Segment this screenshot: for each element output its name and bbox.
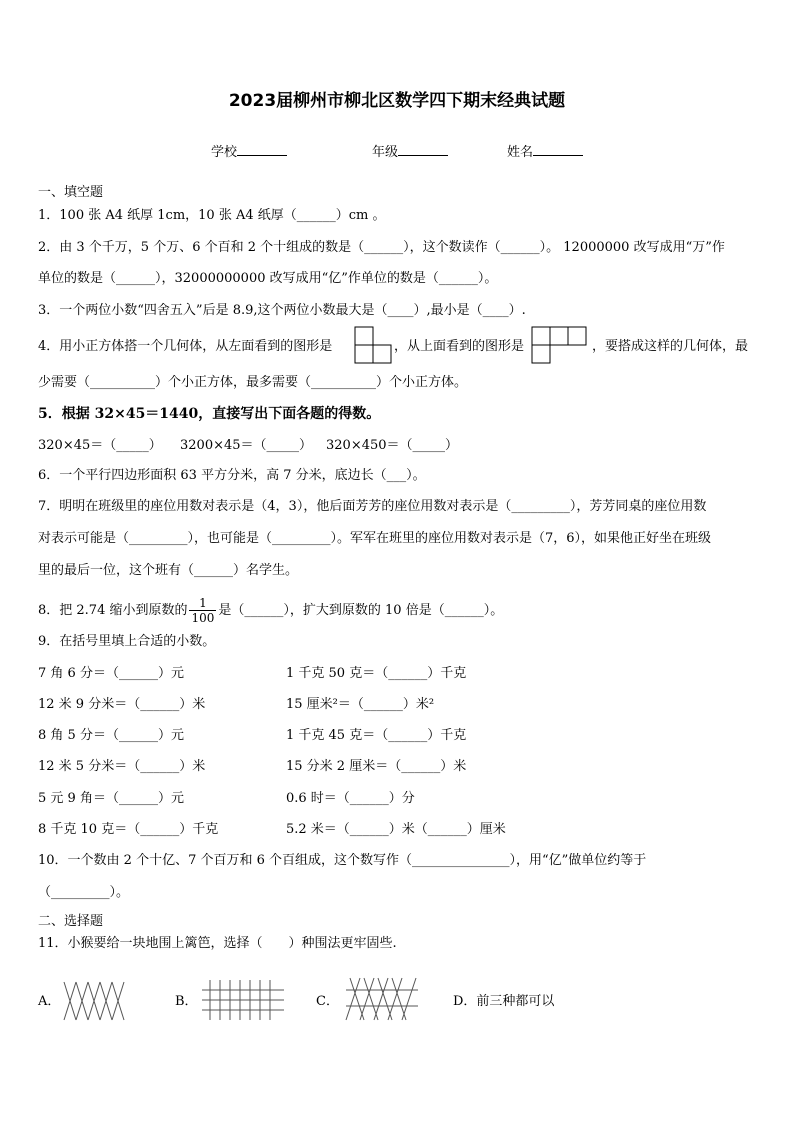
top-view-figure <box>531 326 589 364</box>
question-4-part1: 4．用小正方体搭一个几何体，从左面看到的图形是 <box>38 339 333 354</box>
question-7-line3: 里的最后一位，这个班有（______）名学生。 <box>38 563 299 578</box>
question-5-item-2: 3200×45＝（_____） <box>180 438 313 453</box>
question-4-part3: ，要搭成这样的几何体，最 <box>592 339 749 354</box>
question-7-line1: 7．明明在班级里的座位用数对表示是（4，3），他后面芳芳的座位用数对表示是（_________），芳芳同桌的座位用数 <box>38 499 707 514</box>
school-label: 学校 <box>211 145 238 160</box>
grade-field <box>372 141 448 160</box>
name-blank[interactable] <box>533 141 583 156</box>
section-fill-blank: 一、填空题 <box>38 185 104 200</box>
school-blank[interactable] <box>237 141 287 156</box>
option-a-label[interactable]: A． <box>38 994 61 1009</box>
q9-left-5: 5 元 9 角＝（______）元 <box>38 791 184 806</box>
q9-left-3: 8 角 5 分＝（______）元 <box>38 728 184 743</box>
fraction <box>189 596 216 625</box>
question-3: 3．一个两位小数“四舍五入”后是 8.9,这个两位小数最大是（____）,最小是（____）. <box>38 303 526 318</box>
question-7-line2: 对表示可能是（_________），也可能是（_________）。军军在班里的座位用数对表示是（7，6），如果他正好坐在班级 <box>38 531 712 546</box>
name-field <box>507 141 583 160</box>
question-4-line2: 少需要（__________）个小正方体，最多需要（__________）个小正方体。 <box>38 375 468 390</box>
question-8 <box>38 596 503 626</box>
question-2-line2: 单位的数是（______），32000000000 改写成用“亿”作单位的数是（______）。 <box>38 271 498 286</box>
fence-diagonal-horizontal-figure <box>344 976 420 1022</box>
q9-right-5: 0.6 时＝（______）分 <box>286 791 415 806</box>
question-1: 1．100 张 A4 纸厚 1cm，10 张 A4 纸厚（______）cm 。 <box>38 208 386 223</box>
page-title: 2023届柳州市柳北区数学四下期末经典试题 <box>228 91 566 111</box>
option-c-label[interactable]: C． <box>316 994 339 1009</box>
q9-right-3: 1 千克 45 克＝（______）千克 <box>286 728 467 743</box>
question-6: 6．一个平行四边形面积 63 平方分米，高 7 分米，底边长（___）。 <box>38 468 426 483</box>
question-8-part1: 8．把 2.74 缩小到原数的 <box>38 603 188 618</box>
fence-grid-figure <box>200 978 286 1022</box>
q9-right-6: 5.2 米＝（______）米（______）厘米 <box>286 822 506 837</box>
q9-right-4: 15 分米 2 厘米＝（______）米 <box>286 759 467 774</box>
question-10-line2: （_________）。 <box>38 885 130 900</box>
q9-left-1: 7 角 6 分＝（______）元 <box>38 666 184 681</box>
fraction-denominator: 100 <box>191 611 215 625</box>
question-2-line1: 2．由 3 个千万，5 个万、6 个百和 2 个十组成的数是（______），这个数读作（______）。 12000000 改写成用“万”作 <box>38 240 725 255</box>
question-11: 11．小猴要给一块地围上篱笆，选择（ ）种围法更牢固些. <box>38 936 397 951</box>
q9-right-1: 1 千克 50 克＝（______）千克 <box>286 666 467 681</box>
question-5-item-3: 320×450＝（_____） <box>326 438 459 453</box>
school-field <box>211 141 287 160</box>
fence-crossed-diagonal-figure <box>62 980 126 1022</box>
fraction-numerator: 1 <box>189 596 216 611</box>
q9-left-4: 12 米 5 分米＝（______）米 <box>38 759 206 774</box>
question-5-title: 5．根据 32×45＝1440，直接写出下面各题的得数。 <box>38 406 381 422</box>
q9-right-2: 15 厘米²＝（______）米² <box>286 697 435 712</box>
q9-left-2: 12 米 9 分米＝（______）米 <box>38 697 206 712</box>
grade-label: 年级 <box>372 145 399 160</box>
section-multiple-choice: 二、选择题 <box>38 914 104 929</box>
question-5-item-1: 320×45＝（_____） <box>38 438 162 453</box>
question-10-line1: 10．一个数由 2 个十亿、7 个百万和 6 个百组成，这个数写作（_______________），用“亿”做单位约等于 <box>38 853 647 868</box>
option-d-label[interactable]: D．前三种都可以 <box>453 994 555 1009</box>
name-label: 姓名 <box>507 145 534 160</box>
q9-left-6: 8 千克 10 克＝（______）千克 <box>38 822 219 837</box>
question-9-title: 9．在括号里填上合适的小数。 <box>38 634 216 649</box>
option-b-label[interactable]: B． <box>175 994 198 1009</box>
grade-blank[interactable] <box>398 141 448 156</box>
left-view-figure <box>354 326 392 364</box>
question-4-part2: ，从上面看到的图形是 <box>394 339 525 354</box>
question-8-part2: 是（______），扩大到原数的 10 倍是（______）。 <box>218 603 504 618</box>
